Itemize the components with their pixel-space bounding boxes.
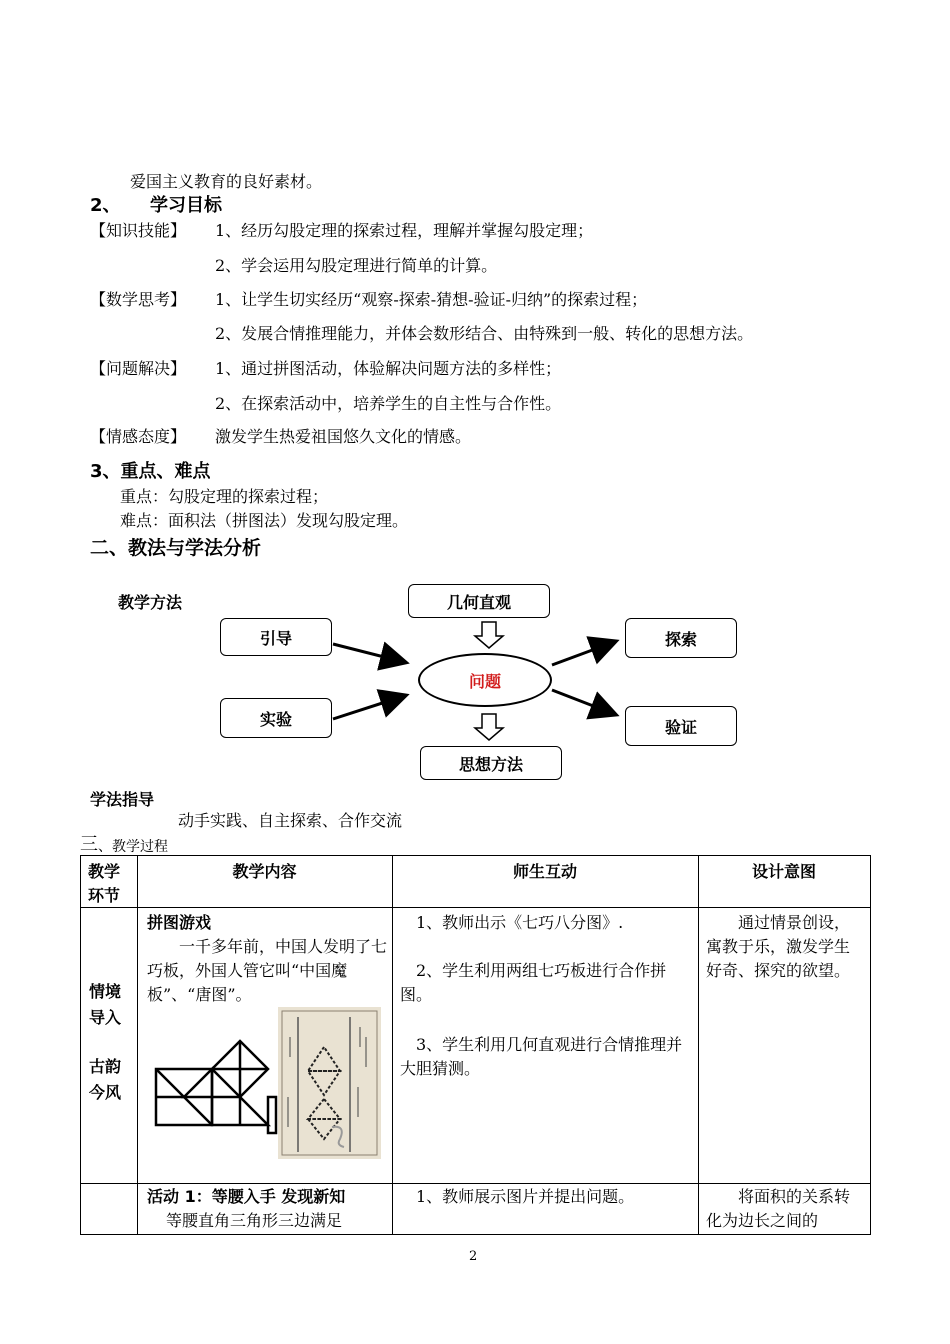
section-method-title: 二、教法与学法分析 (90, 537, 262, 559)
goal-problem-1: 1、通过拼图活动，体验解决问题方法的多样性； (215, 359, 562, 378)
key-point-text: 重点：勾股定理的探索过程； (120, 487, 329, 506)
section-process-number: 三 (80, 834, 98, 855)
goal-thinking-2: 2、发展合情推理能力，并体会数形结合、由特殊到一般、转化的思想方法。 (215, 324, 754, 343)
section-key-title: 3、重点、难点 (90, 461, 211, 482)
tag-thinking: 【数学思考】 (90, 290, 187, 309)
goal-knowledge-1: 1、经历勾股定理的探索过程，理解并掌握勾股定理； (215, 221, 594, 240)
study-guide-text: 动手实践、自主探索、合作交流 (178, 811, 403, 830)
arrow-experiment-to-problem (333, 696, 404, 719)
arrow-problem-to-verify (552, 690, 614, 714)
interaction-3: 3、学生利用几何直观进行合情推理并大胆猜测。 (400, 1035, 683, 1078)
box-verify: 验证 (625, 706, 737, 746)
tag-problem: 【问题解决】 (90, 359, 187, 378)
hollow-arrow-bottom (475, 714, 503, 740)
ancient-book-image (278, 1007, 381, 1159)
arrow-problem-to-explore (552, 642, 614, 665)
box-experiment: 实验 (220, 698, 332, 738)
goal-attitude-1: 激发学生热爱祖国悠久文化的情感。 (215, 427, 472, 446)
stage-line-3: 古韵 (89, 1057, 122, 1076)
intro-tail-text: 爱国主义教育的良好素材。 (130, 172, 323, 191)
header-interaction: 师生互动 (512, 862, 577, 881)
intent-row2: 将面积的关系转化为边长之间的 (706, 1187, 851, 1230)
box-explore: 探索 (625, 618, 737, 658)
stage-line-2: 导入 (89, 1008, 122, 1027)
section-goals-title: 学习目标 (150, 195, 222, 216)
intent-1: 通过情景创设，寓教于乐，激发学生好奇、探究的欲望。 (706, 913, 851, 980)
box-geometry-intuition: 几何直观 (408, 584, 550, 618)
box-thinking-method: 思想方法 (420, 746, 562, 780)
header-content: 教学内容 (232, 862, 297, 881)
difficulty-text: 难点：面积法（拼图法）发现勾股定理。 (120, 511, 409, 530)
header-stage: 教学环节 (88, 862, 121, 905)
interaction-1: 1、教师出示《七巧八分图》. (416, 913, 624, 932)
process-table (80, 855, 871, 1235)
study-guide-label: 学法指导 (90, 790, 155, 809)
content-title-puzzle: 拼图游戏 (147, 913, 212, 932)
goal-thinking-1: 1、让学生切实经历“观察-探索-猜想-验证-归纳”的探索过程； (215, 290, 648, 309)
ellipse-problem: 问题 (418, 653, 552, 707)
tag-attitude: 【情感态度】 (90, 427, 187, 446)
hollow-arrow-top (475, 622, 503, 648)
content-text-tangram: 一千多年前，中国人发明了七巧板，外国人管它叫“中国魔板”、“唐图”。 (147, 937, 388, 1004)
goal-knowledge-2: 2、学会运用勾股定理进行简单的计算。 (215, 256, 498, 275)
arrow-guide-to-problem (333, 644, 404, 662)
header-intent: 设计意图 (751, 862, 816, 881)
section-process-title: 、教学过程 (98, 839, 168, 855)
diagram-label: 教学方法 (118, 593, 183, 612)
tangram-figure (152, 1037, 282, 1137)
box-guide: 引导 (220, 618, 332, 656)
stage-line-4: 今风 (89, 1083, 122, 1102)
interaction-2: 2、学生利用两组七巧板进行合作拼图。 (400, 961, 667, 1004)
section-goals-number: 2、 (90, 195, 121, 216)
interaction-row2: 1、教师展示图片并提出问题。 (416, 1187, 635, 1206)
stage-line-1: 情境 (89, 982, 122, 1001)
content-text-activity1: 等腰直角三角形三边满足 (166, 1211, 343, 1230)
goal-problem-2: 2、在探索活动中，培养学生的自主性与合作性。 (215, 394, 562, 413)
page-number: 2 (469, 1249, 478, 1264)
content-title-activity1: 活动 1：等腰入手 发现新知 (147, 1187, 346, 1206)
tag-knowledge: 【知识技能】 (90, 221, 187, 240)
